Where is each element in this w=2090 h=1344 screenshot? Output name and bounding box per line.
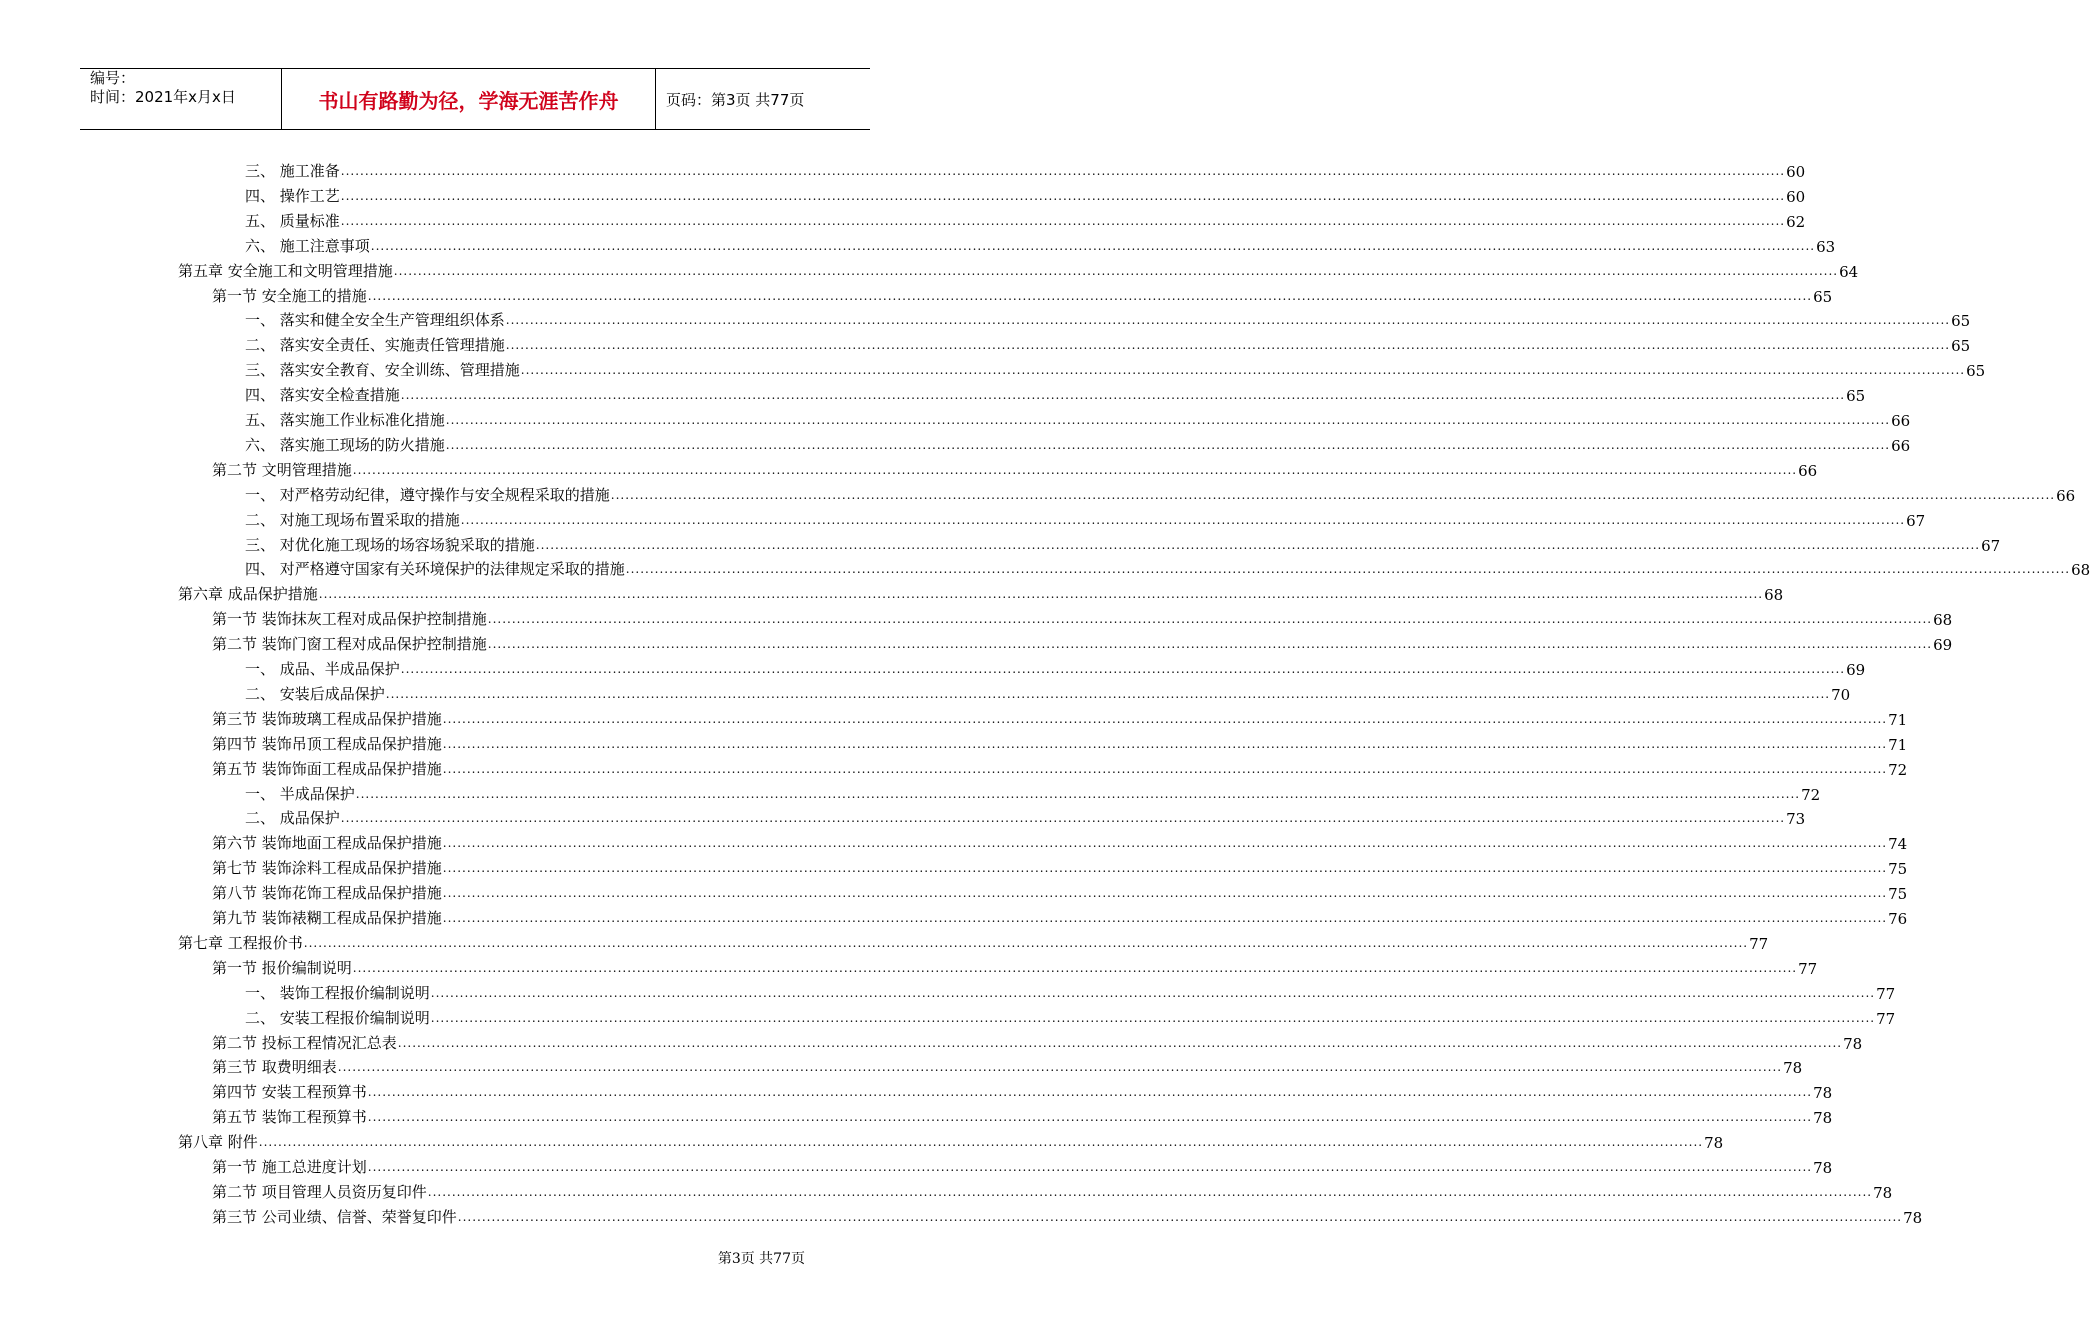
toc-entry[interactable] <box>245 181 1806 206</box>
toc-entry[interactable] <box>245 231 1836 256</box>
toc-entry[interactable] <box>212 729 1908 754</box>
toc-leader-dots: ............................................................................................................................................................................................................................................................................................................ <box>303 935 1749 950</box>
toc-entry[interactable] <box>212 1177 1893 1202</box>
toc-entry-title: 第四节 安装工程预算书 <box>212 1083 367 1102</box>
toc-entry-title: 第六章 成品保护措施 <box>178 585 318 604</box>
toc-entry[interactable] <box>245 355 1986 381</box>
toc-leader-dots: ............................................................................................................................................................................................................................................................................................................ <box>457 1209 1903 1224</box>
toc-entry-page-number: 66 <box>1798 461 1818 480</box>
toc-leader-dots: ............................................................................................................................................................................................................................................................................................................ <box>367 1160 1813 1174</box>
toc-entry-title: 第四节 装饰吊顶工程成品保护措施 <box>212 734 442 753</box>
toc-leader-dots: ............................................................................................................................................................................................................................................................................................................ <box>340 811 1786 826</box>
toc-entry-page-number: 72 <box>1888 760 1908 779</box>
toc-entry-page-number: 77 <box>1798 959 1818 978</box>
toc-entry-title: 第五章 安全施工和文明管理措施 <box>178 261 393 280</box>
toc-entry[interactable] <box>245 679 1851 704</box>
toc-leader-dots: ............................................................................................................................................................................................................................................................................................................ <box>430 985 1876 1000</box>
toc-entry[interactable] <box>245 803 1806 829</box>
toc-entry-title: 第二节 装饰门窗工程对成品保护控制措施 <box>212 635 487 654</box>
toc-entry-page-number: 75 <box>1888 860 1908 879</box>
toc-leader-dots: ............................................................................................................................................................................................................................................................................................................ <box>340 188 1786 203</box>
toc-leader-dots: ............................................................................................................................................................................................................................................................................................................ <box>400 388 1846 403</box>
toc-leader-dots: ............................................................................................................................................................................................................................................................................................................ <box>442 836 1888 851</box>
toc-entry[interactable] <box>245 305 1971 331</box>
toc-entry-page-number: 77 <box>1876 984 1896 1003</box>
toc-entry-page-number: 65 <box>1966 362 1986 381</box>
toc-entry[interactable] <box>212 1052 1803 1078</box>
toc-entry[interactable] <box>178 579 1784 605</box>
toc-entry-page-number: 72 <box>1801 785 1821 804</box>
toc-entry-page-number: 66 <box>1891 412 1911 430</box>
toc-leader-dots: ............................................................................................................................................................................................................................................................................................................ <box>340 164 1786 178</box>
toc-entry-title: 第八章 附件 <box>178 1133 258 1152</box>
toc-entry-title: 一、 成品、半成品保护 <box>245 660 400 678</box>
toc-leader-dots: ............................................................................................................................................................................................................................................................................................................ <box>442 736 1888 751</box>
toc-entry-title: 三、 落实安全教育、安全训练、管理措施 <box>245 361 520 380</box>
toc-entry-title: 一、 半成品保护 <box>245 784 355 803</box>
toc-leader-dots: ............................................................................................................................................................................................................................................................................................................ <box>442 911 1888 925</box>
toc-entry-page-number: 68 <box>2071 561 2090 580</box>
toc-leader-dots: ............................................................................................................................................................................................................................................................................................................ <box>318 587 1764 602</box>
toc-entry-title: 第一节 报价编制说明 <box>212 958 352 977</box>
toc-entry-page-number: 65 <box>1846 387 1866 406</box>
toc-entry[interactable] <box>245 530 2001 555</box>
toc-leader-dots: ............................................................................................................................................................................................................................................................................................................ <box>337 1060 1783 1075</box>
toc-leader-dots: ............................................................................................................................................................................................................................................................................................................ <box>460 512 1906 527</box>
toc-entry-page-number: 78 <box>1704 1134 1724 1153</box>
toc-leader-dots: ............................................................................................................................................................................................................................................................................................................ <box>505 338 1951 353</box>
toc-leader-dots: ............................................................................................................................................................................................................................................................................................................ <box>352 462 1798 477</box>
toc-leader-dots: ............................................................................................................................................................................................................................................................................................................ <box>487 612 1933 627</box>
toc-entry-title: 第六节 装饰地面工程成品保护措施 <box>212 834 442 853</box>
toc-entry[interactable] <box>212 754 1908 779</box>
toc-leader-dots: ............................................................................................................................................................................................................................................................................................................ <box>535 537 1981 552</box>
toc-entry-page-number: 77 <box>1749 934 1769 953</box>
toc-entry-page-number: 67 <box>1906 511 1926 530</box>
toc-entry-title: 第五节 装饰饰面工程成品保护措施 <box>212 759 442 778</box>
toc-leader-dots: ............................................................................................................................................................................................................................................................................................................ <box>352 960 1798 975</box>
toc-entry-page-number: 65 <box>1951 337 1971 356</box>
toc-entry-title: 四、 落实安全检查措施 <box>245 386 400 405</box>
toc-entry-page-number: 68 <box>1764 586 1784 605</box>
toc-entry-page-number: 70 <box>1831 685 1851 704</box>
toc-entry[interactable] <box>245 654 1866 679</box>
toc-entry[interactable] <box>245 779 1821 804</box>
toc-leader-dots: ............................................................................................................................................................................................................................................................................................................ <box>340 213 1786 228</box>
toc-entry-title: 三、 对优化施工现场的场容场貌采取的措施 <box>245 535 535 554</box>
toc-entry-page-number: 78 <box>1903 1208 1923 1227</box>
toc-entry[interactable] <box>245 330 1971 356</box>
toc-entry-page-number: 78 <box>1813 1084 1833 1103</box>
page-footer: 第3页 共77页 <box>717 1251 805 1267</box>
toc-leader-dots: ............................................................................................................................................................................................................................................................................................................ <box>520 363 1966 378</box>
toc-entry-page-number: 78 <box>1843 1034 1863 1053</box>
toc-entry-title: 第九节 装饰裱糊工程成品保护措施 <box>212 909 442 927</box>
toc-leader-dots: ............................................................................................................................................................................................................................................................................................................ <box>385 686 1831 701</box>
toc-entry[interactable] <box>212 1202 1923 1227</box>
toc-entry-title: 二、 对施工现场布置采取的措施 <box>245 510 460 529</box>
toc-entry-title: 第八节 装饰花饰工程成品保护措施 <box>212 884 442 903</box>
header-motto: 书山有路勤为径，学海无涯苦作舟 <box>282 69 656 129</box>
toc-entry-page-number: 78 <box>1813 1109 1833 1128</box>
toc-entry-title: 第三节 装饰玻璃工程成品保护措施 <box>212 709 442 728</box>
toc-entry-title: 第一节 装饰抹灰工程对成品保护控制措施 <box>212 610 487 629</box>
toc-entry[interactable] <box>245 380 1866 406</box>
toc-entry[interactable] <box>212 1028 1863 1053</box>
toc-entry-page-number: 66 <box>1891 436 1911 455</box>
toc-leader-dots: ............................................................................................................................................................................................................................................................................................................ <box>445 413 1891 427</box>
toc-entry-page-number: 71 <box>1888 710 1908 729</box>
toc-leader-dots: ............................................................................................................................................................................................................................................................................................................ <box>430 1010 1876 1025</box>
toc-leader-dots: ............................................................................................................................................................................................................................................................................................................ <box>610 487 2056 502</box>
toc-entry-page-number: 64 <box>1839 262 1859 281</box>
toc-entry-page-number: 71 <box>1888 735 1908 754</box>
toc-entry[interactable] <box>245 430 1911 455</box>
toc-entry-page-number: 63 <box>1816 237 1836 256</box>
toc-leader-dots: ............................................................................................................................................................................................................................................................................................................ <box>370 238 1816 253</box>
toc-entry-title: 三、 施工准备 <box>245 162 340 180</box>
toc-entry-page-number: 60 <box>1786 187 1806 206</box>
toc-entry-page-number: 65 <box>1813 287 1833 306</box>
toc-entry[interactable] <box>212 903 1908 928</box>
toc-entry[interactable] <box>245 505 1926 530</box>
toc-entry-title: 六、 施工注意事项 <box>245 236 370 255</box>
toc-entry[interactable] <box>245 480 2076 505</box>
toc-entry-page-number: 74 <box>1888 835 1908 854</box>
toc-entry[interactable] <box>178 256 1859 281</box>
header-meta <box>80 69 282 129</box>
toc-entry[interactable] <box>245 156 1806 181</box>
toc-entry-title: 二、 落实安全责任、实施责任管理措施 <box>245 336 505 355</box>
header-page-info: 页码：第3页 共77页 <box>666 90 805 109</box>
toc-entry-title: 一、 装饰工程报价编制说明 <box>245 983 430 1002</box>
toc-entry-title: 第七节 装饰涂料工程成品保护措施 <box>212 859 442 878</box>
toc-entry[interactable] <box>245 554 2090 580</box>
toc-entry-page-number: 62 <box>1786 212 1806 231</box>
toc-entry-page-number: 77 <box>1876 1009 1896 1028</box>
toc-entry-title: 第三节 公司业绩、信誉、荣誉复印件 <box>212 1207 457 1226</box>
toc-leader-dots: ............................................................................................................................................................................................................................................................................................................ <box>397 1035 1843 1050</box>
toc-entry-title: 二、 安装后成品保护 <box>245 684 385 703</box>
toc-entry[interactable] <box>178 1127 1724 1153</box>
toc-leader-dots: ............................................................................................................................................................................................................................................................................................................ <box>367 288 1813 303</box>
toc-entry-page-number: 68 <box>1933 611 1953 630</box>
toc-leader-dots: ............................................................................................................................................................................................................................................................................................................ <box>442 861 1888 876</box>
toc-entry-title: 四、 对严格遵守国家有关环境保护的法律规定采取的措施 <box>245 560 625 579</box>
toc-entry-title: 一、 落实和健全安全生产管理组织体系 <box>245 311 505 330</box>
toc-entry[interactable] <box>212 604 1953 630</box>
toc-leader-dots: ............................................................................................................................................................................................................................................................................................................ <box>442 761 1888 776</box>
toc-entry[interactable] <box>245 405 1911 430</box>
toc-entry-title: 第二节 文明管理措施 <box>212 460 352 479</box>
toc-leader-dots: ............................................................................................................................................................................................................................................................................................................ <box>625 562 2071 577</box>
toc-entry-title: 二、 安装工程报价编制说明 <box>245 1008 430 1027</box>
toc-entry-title: 二、 成品保护 <box>245 809 340 828</box>
toc-entry-page-number: 75 <box>1888 885 1908 904</box>
toc-entry[interactable] <box>212 629 1953 655</box>
toc-entry[interactable] <box>212 281 1833 306</box>
toc-entry-page-number: 78 <box>1813 1159 1833 1177</box>
toc-entry-title: 四、 操作工艺 <box>245 186 340 205</box>
toc-entry-title: 第二节 投标工程情况汇总表 <box>212 1033 397 1052</box>
toc-entry[interactable] <box>245 206 1806 231</box>
toc-entry-page-number: 67 <box>1981 536 2001 555</box>
toc-leader-dots: ............................................................................................................................................................................................................................................................................................................ <box>258 1135 1704 1150</box>
toc-entry-page-number: 65 <box>1951 312 1971 331</box>
toc-leader-dots: ............................................................................................................................................................................................................................................................................................................ <box>400 662 1846 676</box>
toc-entry-page-number: 78 <box>1873 1183 1893 1202</box>
toc-entry-page-number: 78 <box>1783 1059 1803 1078</box>
toc-entry[interactable] <box>212 853 1908 879</box>
toc-entry-title: 五、 落实施工作业标准化措施 <box>245 411 445 429</box>
toc-entry-title: 一、 对严格劳动纪律，遵守操作与安全规程采取的措施 <box>245 485 610 504</box>
toc-leader-dots: ............................................................................................................................................................................................................................................................................................................ <box>505 313 1951 328</box>
toc-leader-dots: ............................................................................................................................................................................................................................................................................................................ <box>487 637 1933 652</box>
document-number-label: 编号： <box>90 69 136 87</box>
toc-entry[interactable] <box>245 978 1896 1003</box>
toc-leader-dots: ............................................................................................................................................................................................................................................................................................................ <box>393 263 1839 278</box>
toc-entry[interactable] <box>245 1003 1896 1028</box>
toc-entry[interactable] <box>212 878 1908 904</box>
toc-entry-page-number: 66 <box>2056 486 2076 505</box>
toc-leader-dots: ............................................................................................................................................................................................................................................................................................................ <box>355 786 1801 801</box>
toc-entry-title: 第七章 工程报价书 <box>178 933 303 952</box>
toc-entry[interactable] <box>212 828 1908 854</box>
toc-entry-title: 五、 质量标准 <box>245 211 340 230</box>
toc-entry-title: 第二节 项目管理人员资历复印件 <box>212 1182 427 1201</box>
toc-entry[interactable] <box>212 704 1908 729</box>
toc-leader-dots: ............................................................................................................................................................................................................................................................................................................ <box>367 1110 1813 1125</box>
page-header <box>80 68 870 130</box>
toc-entry[interactable] <box>212 1077 1833 1103</box>
toc-entry-page-number: 69 <box>1846 661 1866 679</box>
toc-entry-title: 第五节 装饰工程预算书 <box>212 1108 367 1127</box>
toc-entry[interactable] <box>212 455 1818 480</box>
toc-entry-page-number: 60 <box>1786 163 1806 181</box>
toc-entry[interactable] <box>212 953 1818 978</box>
document-time-label: 时间：2021年x月x日 <box>90 88 236 106</box>
toc-entry-title: 第三节 取费明细表 <box>212 1058 337 1077</box>
toc-leader-dots: ............................................................................................................................................................................................................................................................................................................ <box>442 711 1888 726</box>
toc-entry-title: 第一节 施工总进度计划 <box>212 1158 367 1176</box>
toc-leader-dots: ............................................................................................................................................................................................................................................................................................................ <box>427 1184 1873 1199</box>
toc-entry-page-number: 69 <box>1933 636 1953 655</box>
toc-entry[interactable] <box>212 1102 1833 1128</box>
toc-leader-dots: ............................................................................................................................................................................................................................................................................................................ <box>367 1085 1813 1100</box>
toc-entry[interactable] <box>178 928 1769 953</box>
toc-entry-page-number: 76 <box>1888 910 1908 928</box>
toc-entry[interactable] <box>212 1152 1833 1177</box>
toc-leader-dots: ............................................................................................................................................................................................................................................................................................................ <box>442 886 1888 901</box>
toc-leader-dots: ............................................................................................................................................................................................................................................................................................................ <box>445 437 1891 452</box>
toc-entry-page-number: 73 <box>1786 810 1806 829</box>
toc-entry-title: 第一节 安全施工的措施 <box>212 286 367 305</box>
toc-entry-title: 六、 落实施工现场的防火措施 <box>245 435 445 454</box>
